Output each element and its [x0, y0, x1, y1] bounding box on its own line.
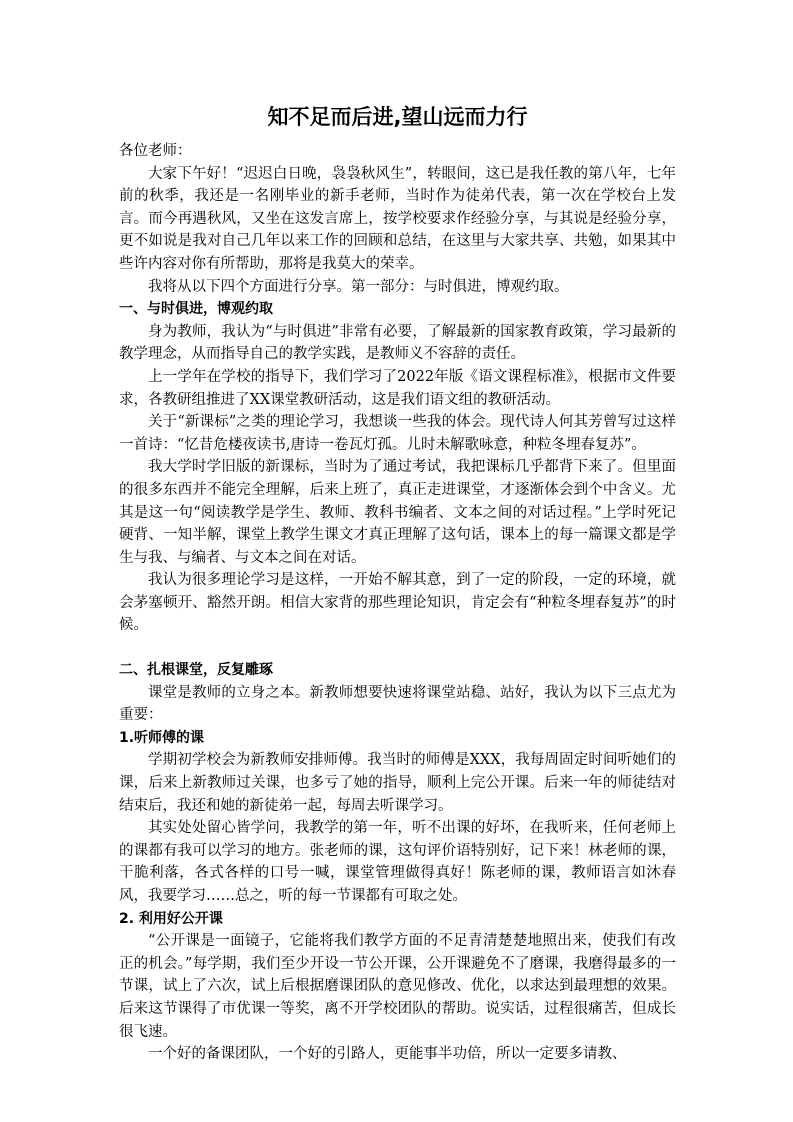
greeting: 各位老师：	[119, 143, 192, 159]
section-1-paragraph-2: 上一学年在学校的指导下，我们学习了2022年版《语文课程标准》，根据市文件要求，各教研组推进了XX课堂教研活动，这是我们语文组的教研活动。	[119, 368, 676, 408]
section-2-heading: 二、扎根课堂，反复雕琢	[119, 662, 273, 679]
section-1-heading: 一、与时俱进，博观约取	[119, 301, 273, 318]
document-title: 知不足而后进,望山远而力行	[267, 105, 528, 129]
section-1-paragraph-1: 身为教师，我认为“与时俱进”非常有必要，了解最新的国家教育政策，学习最新的教学理念，从而指导自己的教学实践，是教师义不容辞的责任。	[119, 323, 676, 363]
section-2-paragraph-1: 课堂是教师的立身之本。新教师想要快速将课堂站稳、站好，我认为以下三点尤为重要：	[119, 684, 676, 724]
section-2-subheading-1: 1.听师傅的课	[119, 729, 205, 746]
blank-line	[119, 637, 676, 659]
section-1-paragraph-4: 我大学时学旧版的新课标，当时为了通过考试，我把课标几乎都背下来了。但里面的很多东西并不能完全理解，后来上班了，真正走进课堂，才逐渐体会到个中含义。尤其是这一句“阅读教学是学生、教师、教科书编者、文本之间的对话过程。”上学时死记硬背、一知半解，课堂上教学生课文才真正理解了这句话，课本上的每一篇课文都是学生与我、与编者、与文本之间在对话。	[119, 459, 676, 566]
section-2-paragraph-2: 学期初学校会为新教师安排师傅。我当时的师傅是XXX，我每周固定时间听她们的课，后来上新教师过关课，也多亏了她的指导，顺利上完公开课。后来一年的师徒结对结束后，我还和她的新徒弟一起，每周去听课学习。	[119, 752, 676, 814]
section-2-paragraph-3: 其实处处留心皆学问，我教学的第一年，听不出课的好坏，在我听来，任何老师上的课都有我可以学习的地方。张老师的课，这句评价语特别好，记下来！林老师的课，干脆利落，各式各样的口号一喊，课堂管理做得真好！陈老师的课，教师语言如沐春风，我要学习……总之，听的每一节课都有可取之处。	[119, 820, 676, 904]
intro-paragraph-2: 我将从以下四个方面进行分享。第一部分：与时俱进，博观约取。	[148, 278, 569, 295]
section-2-paragraph-4: “公开课是一面镜子，它能将我们教学方面的不足青清楚楚地照出来，使我们有改正的机会。”每学期，我们至少开设一节公开课，公开课避免不了磨课，我磨得最多的一节课，试上了六次，试上后根据磨课团队的意见修改、优化，以求达到最理想的效果。后来这节课得了市优课一等奖，离不开学校团队的帮助。说实话，过程很痛苦，但成长很飞速。	[119, 933, 676, 1040]
section-1-paragraph-5: 我认为很多理论学习是这样，一开始不解其意，到了一定的阶段，一定的环境，就会茅塞顿开、豁然开朗。相信大家背的那些理论知识，肯定会有“种粒冬埋春复苏”的时候。	[119, 572, 676, 634]
section-1-paragraph-3: 关于“新课标”之类的理论学习，我想谈一些我的体会。现代诗人何其芳曾写过这样一首诗：“忆昔危楼夜读书,唐诗一卷瓦灯孤。儿时未解歌咏意，种粒冬埋春复苏”。	[119, 414, 676, 453]
intro-paragraph-1: 大家下午好！“迟迟白日晚，袅袅秋风生”，转眼间，这已是我任教的第八年，七年前的秋季，我还是一名刚毕业的新手老师，当时作为徒弟代表，第一次在学校台上发言。而今再遇秋风，又坐在这发言席上，按学校要求作经验分享，与其说是经验分享，更不如说是我对自己几年以来工作的回顾和总结，在这里与大家共享、共勉，如果其中些许内容对你有所帮助，那将是我莫大的荣幸。	[119, 165, 676, 272]
section-2-paragraph-5: 一个好的备课团队，一个好的引路人，更能事半功倍，所以一定要多请教、	[148, 1046, 627, 1063]
section-2-subheading-2: 2. 利用好公开课	[119, 910, 223, 927]
